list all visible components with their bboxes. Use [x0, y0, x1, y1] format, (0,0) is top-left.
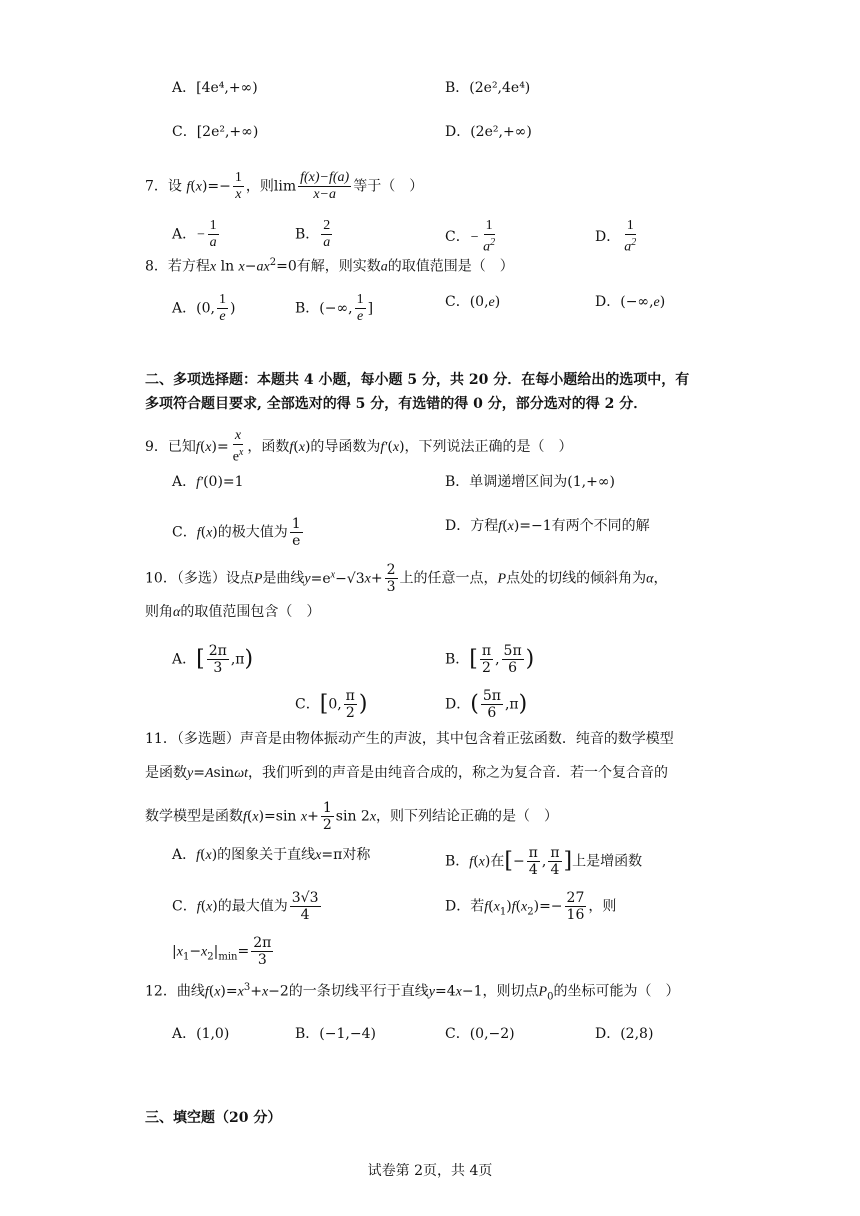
q10-stem-line2: 则角α的取值范围包含（ ）: [145, 604, 321, 620]
q8-option-b: B．(−∞, $\frac{1}{e}$ ]: [295, 292, 374, 324]
q10-stem-line1: 10．（多选）设点P是曲线$y=e^x-√3x+$ $\frac{2}{3}$ 上的任意一点，P点处的切线的倾斜角为α，: [145, 562, 668, 595]
q11-stem-line3: 数学模型是函数f(x)=sin x+ $\frac{1}{2}$ sin 2x，则下列结论正确的是（ ）: [145, 800, 559, 833]
q8-stem: 8．若方程x $\ln x-ax^2=0$有解，则实数a的取值范围是（ ）: [145, 257, 514, 275]
q7-stem: 7．设 f(x)=− $\frac{1}{x}$ ，则lim $\frac{f(x)-f(a)}{x-a}$ 等于（ ）: [145, 170, 424, 202]
section3-heading: 三、填空题（20 分）: [145, 1110, 282, 1126]
section2-heading-line1: 二、多项选择题：本题共 4 小题，每小题 5 分，共 20 分．在每小题给出的选项中，有: [145, 372, 690, 388]
q8-option-a: A．(0, $\frac{1}{e}$ ): [172, 292, 236, 324]
q10-option-d: D．( $\frac{5\pi}{6}$ ,π): [445, 688, 528, 721]
q6-option-d: D．(2e²,+∞): [445, 124, 532, 140]
q9-option-c: C．f(x)的极大值为 $\frac{1}{e}$: [172, 516, 301, 549]
q11-stem-line2: 是函数y=Asinωt，我们听到的声音是由纯音合成的，称之为复合音．若一个复合音的: [145, 765, 668, 781]
q9-option-d: D．方程f(x)=−1有两个不同的解: [445, 518, 650, 534]
q7-option-a: A．− $\frac{1}{a}$: [172, 218, 217, 250]
q12-stem: 12．曲线$f(x)=x^3+x-2$的一条切线平行于直线y=4x−1，则切点$P_0$的坐标可能为（ ）: [145, 982, 680, 1003]
q8-option-c: C．(0,e): [445, 294, 501, 310]
q9-stem: 9．已知f(x)= $\frac{x}{e^x}$ ，函数f(x)的导函数为f′(x)，下列说法正确的是（ ）: [145, 428, 573, 465]
q10-option-a: A．[ $\frac{2\pi}{3}$ ,π): [172, 643, 254, 676]
q11-option-d: D．若$f(x_1)f(x_2)=-$ $\frac{27}{16}$ ，则: [445, 890, 617, 923]
q6-option-a: A．[4e⁴,+∞): [172, 80, 258, 96]
q7-option-c: C．− $\frac{1}{a^2}$: [445, 218, 496, 255]
q11-option-c: C．f(x)的最大值为 $\frac{3√3}{4}$: [172, 890, 319, 923]
q12-option-c: C．(0,−2): [445, 1026, 515, 1042]
q6-option-c: C．[2e²,+∞): [172, 124, 259, 140]
q12-option-d: D．(2,8): [595, 1026, 654, 1042]
q12-option-b: B．(−1,−4): [295, 1026, 376, 1042]
q6-option-b: B．(2e²,4e⁴): [445, 80, 531, 96]
q11-option-a: A．f(x)的图象关于直线x=π对称: [172, 847, 371, 863]
section2-heading-line2: 多项符合题目要求, 全部选对的得 5 分，有选错的得 0 分，部分选对的得 2 分．: [145, 396, 648, 412]
q10-option-b: B．[ $\frac{\pi}{2}$ , $\frac{5\pi}{6}$ ): [445, 643, 535, 676]
q7-option-d: D． $\frac{1}{a^2}$: [595, 218, 637, 255]
q9-option-a: A．f′(0)=1: [172, 474, 244, 490]
q9-option-b: B．单调递增区间为(1,+∞): [445, 474, 615, 490]
q8-option-d: D．(−∞,e): [595, 294, 666, 310]
q11-option-d-cont: $|x_1-x_2|_{min}=$ $\frac{2\pi}{3}$: [172, 935, 272, 968]
q11-option-b: B．f(x)在[− $\frac{\pi}{4}$ , $\frac{\pi}{4}$ ]上是增函数: [445, 845, 643, 878]
page-footer: 试卷第 2页，共 4页: [367, 1163, 493, 1179]
q7-option-b: B． $\frac{2}{a}$: [295, 218, 331, 250]
q10-option-c: C．[0, $\frac{\pi}{2}$ ): [295, 688, 368, 721]
q11-stem-line1: 11．（多选题）声音是由物体振动产生的声波，其中包含着正弦函数．纯音的数学模型: [145, 731, 674, 747]
q12-option-a: A．(1,0): [172, 1026, 230, 1042]
